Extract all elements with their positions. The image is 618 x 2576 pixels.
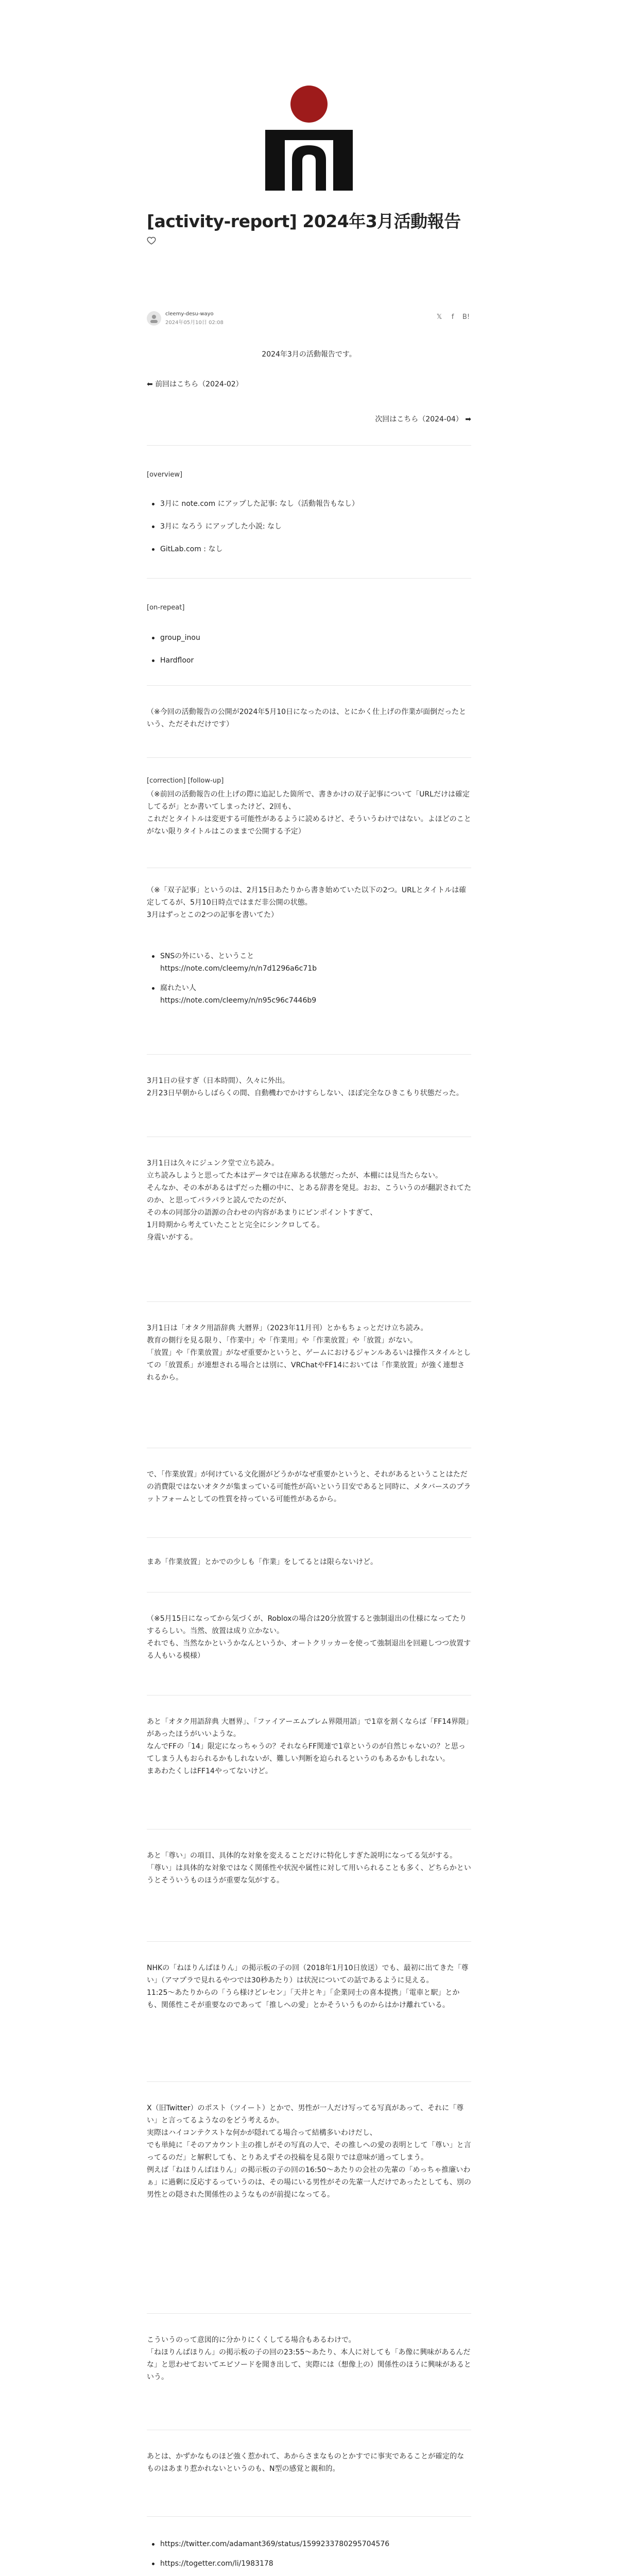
list-item: 3月に なろう にアップした小説: なし <box>147 520 471 533</box>
divider <box>147 1537 471 1538</box>
article-paragraph: X（旧Twitter）のポスト（ツイート）とかで、男性が一人だけ写ってる写真があって、それに「尊い」と言ってるようなのをどう考えるか。 実際はハイコンテクストな何かが隠れてる場合って結構多いわけだし、 でも単純に「そのアカウント主の推しがその写真の人で、その推しへの愛の表明として「尊い」と言ってるのだ」と解釈しても、とりあえずその投稿を見る限りでは意味が通ってしまう。 例えば「ねほりんぱほりん」の掲示板の子の回の16:50〜あたりの会社の先輩の「めっちゃ推廉いわぁ」に過剰に反応するっていうのは、その場にいる男性がその先輩一人だけであったとしても、別の男性との隠された関係性のようなものが前提になってる。 <box>147 2104 471 2199</box>
next-link[interactable]: 次回はこちら <box>375 415 419 423</box>
list-item: GitLab.com : なし <box>147 543 471 555</box>
arrow-left-icon: ⬅ <box>147 380 153 388</box>
divider <box>147 2516 471 2517</box>
link-list <box>147 2538 471 2576</box>
divider <box>147 2081 471 2082</box>
overview-list <box>147 498 471 555</box>
article-paragraph: （※5月15日になってから気づくが、Robloxの場合は20分放置すると強制退出の仕様になってたりするらしい。当然、放置は成り立かない。 それでも、当然なかというかなんというか、オートクリッカーを使って強制退出を回避しつつ放置する人もいる模様） <box>147 1615 471 1660</box>
divider <box>147 1695 471 1696</box>
article-paragraph: で、「作業放置」が何けている文化圏がどうかがなぜ重要かというと、それがあるということはただの消費限ではないオタクが集まっている可能性が高いという目安であると同時に、メタバースのプラットフォームとしての性質を持っている可能性があるから。 <box>147 1470 471 1503</box>
article-paragraph: まあ「作業放置」とかでの少しも「作業」をしてるとは限らないけど。 <box>147 1558 377 1566</box>
divider <box>147 1941 471 1942</box>
divider <box>147 1301 471 1302</box>
twins-list <box>147 950 471 1007</box>
onrepeat-list <box>147 632 471 667</box>
hatena-share-icon[interactable]: B! <box>462 313 470 321</box>
notice-paragraph: （※今回の活動報告の公開が2024年5月10日になったのは、とにかく仕上げの作業が面倒だったという、ただそれだけです） <box>147 708 467 728</box>
summary: 2024年3月の活動報告です。 <box>262 350 356 359</box>
facebook-share-icon[interactable]: f <box>451 313 454 321</box>
twin-link[interactable]: https://note.com/cleemy/n/n7d1296a6c71b <box>160 964 317 973</box>
article-title: [activity-report] 2024年3月活動報告 <box>147 211 461 231</box>
prev-link[interactable]: 前回はこちら <box>155 380 199 388</box>
correction-heading: [correction] [follow-up] <box>147 777 224 785</box>
site-logo <box>260 82 358 196</box>
twins-paragraph: （※「双子記事」というのは、2月15日あたりから書き始めていた以下の2つ。URLとタイトルは確定してるが、5月10日時点ではまだ非公開の状態。 3月はずっとこの2つの記事を書いてた） <box>147 886 467 919</box>
logo-circle <box>290 86 328 123</box>
article-paragraph: あとは、かずかなものほど強く惹かれて、あからさまなものとかすでに事実であることが確定的なものはあまり惹かれないというのも、N型の感覚と親和的。 <box>147 2452 465 2473</box>
external-link[interactable]: https://twitter.com/adamant369/status/1599233780295704576 <box>160 2540 390 2548</box>
x-share-icon[interactable]: 𝕏 <box>436 313 442 321</box>
next-link-row: 次回はこちら（2024-04） ➡ <box>375 415 471 423</box>
arrow-right-icon: ➡ <box>465 415 471 423</box>
list-item: Hardfloor <box>147 654 471 667</box>
article-paragraph: NHKの「ねほりんぱほりん」の掲示板の子の回（2018年1月10日放送）でも、最初に出てきた「尊い」（アマプラで見れるやつでは30秒あたり）は状況についての話であるように見える。 11:25〜あたりからの「うら様けどレセン」「天井とキ」「企業同士の喜本提携」「電車と駅」とかも、関係性こそが重要なのであって「推しへの愛」とかそういうものからはかけ離れている。 <box>147 1964 469 2009</box>
prev-link-row: ⬅ 前回はこちら（2024-02） <box>147 380 243 388</box>
author-bar <box>147 311 471 327</box>
list-item: SNSの外にいる、ということ https://note.com/cleemy/n/n7d1296a6c71b <box>147 950 471 975</box>
article-paragraph: 3月1日の昼すぎ（日本時間）、久々に外出。 2月23日早朝からしばらくの間、自動機わでかけすらしない、ほぼ完全なひきこもり状態だった。 <box>147 1077 464 1097</box>
article-paragraph: あと「オタク用語辞典 大暦界」、「ファイアーエムブレム界隈用語」で1章を割くならば「FF14界隈」があったほうがいいような。 なんでFFの「14」限定になっちゃうの？それならFF関連で1章というのが自然じゃないの？と思ってしまう人もおられるかもしれないが、難しい判断を迫られるというのもあるかもしれない。 まあわたくしはFF14やってないけど。 <box>147 1718 470 1775</box>
post-date: 2024年05月10日 02:08 <box>165 320 224 326</box>
divider <box>147 445 471 446</box>
author-name[interactable]: cleemy-desu-wayo <box>165 311 214 317</box>
list-item <box>147 2538 471 2550</box>
list-item: 腐れたい人 https://note.com/cleemy/n/n95c96c7446b9 <box>147 982 471 1007</box>
divider <box>147 578 471 579</box>
like-heart-icon[interactable] <box>147 236 156 245</box>
avatar[interactable] <box>147 311 161 326</box>
divider <box>147 685 471 686</box>
article-paragraph: 3月1日は「オタク用語辞典 大暦界」（2023年11月刊）とかもちょっとだけ立ち読み。 教育の側行を見る限り、「作業中」や「作業用」や「作業放置」や「放置」がない。 「放置」や「作業放置」がなぜ重要かというと、ゲームにおけるジャンルあるいは操作スタイルとしての「放置系」が連想される場合とは別に、VRChatやFF14においては「作業放置」が強く連想されるから。 <box>147 1324 471 1382</box>
overview-heading: [overview] <box>147 471 183 479</box>
list-item: 3月に note.com にアップした記事: なし（活動報告もなし） <box>147 498 471 510</box>
list-item: group_inou <box>147 632 471 644</box>
divider <box>147 757 471 758</box>
divider <box>147 2313 471 2314</box>
correction-paragraph: （※前回の活動報告の仕上げの際に追記した箇所で、書きかけの双子記事について「URLだけは確定してるが」とか書いてしまったけど、2回も、 これだとタイトルは変更する可能性があるように読めるけど、そういうわけではない。よほどのことがない限りタイトルはこのままで公開する予定） <box>147 790 471 836</box>
external-link[interactable]: https://togetter.com/li/1983178 <box>160 2560 273 2568</box>
twin-link[interactable]: https://note.com/cleemy/n/n95c96c7446b9 <box>160 996 317 1005</box>
article-paragraph: あと「尊い」の項目、具体的な対象を変えることだけに特化しすぎた説明になってる気がする。 「尊い」は具体的な対象ではなく関係性や状況や属性に対して用いられることも多く、どちらかというとそういうものほうが重要な気がする。 <box>147 1852 471 1885</box>
article-paragraph: 3月1日は久々にジュンク堂で立ち読み。 立ち読みしようと思ってた本はデータでは在庫ある状態だったが、本棚には見当たらない。 そんなか、その本があるはずだった棚の中に、とある辞書を発見。おお、こういうのが翻訳されてたのか、と思ってパラパラと読んでたのだが、 その本の同部分の語源の合わせの内容があまりにピンポイントすぎて、 1月時期から考えていたことと完全にシンクロしてる。 身震いがする。 <box>147 1159 471 1242</box>
article-paragraph: こういうのって意図的に分かりにくくしてる場合もあるわけで。 「ねほりんぱほりん」の掲示板の子の回の23:55〜あたり、本人に対しても「あ像に興味があるんだな」と思わせておいてエピソードを聞き出して、実際には（想像上の）関係性のほうに興味があるという。 <box>147 2336 471 2381</box>
divider <box>147 1054 471 1055</box>
list-item <box>147 2557 471 2570</box>
onrepeat-heading: [on-repeat] <box>147 604 185 612</box>
